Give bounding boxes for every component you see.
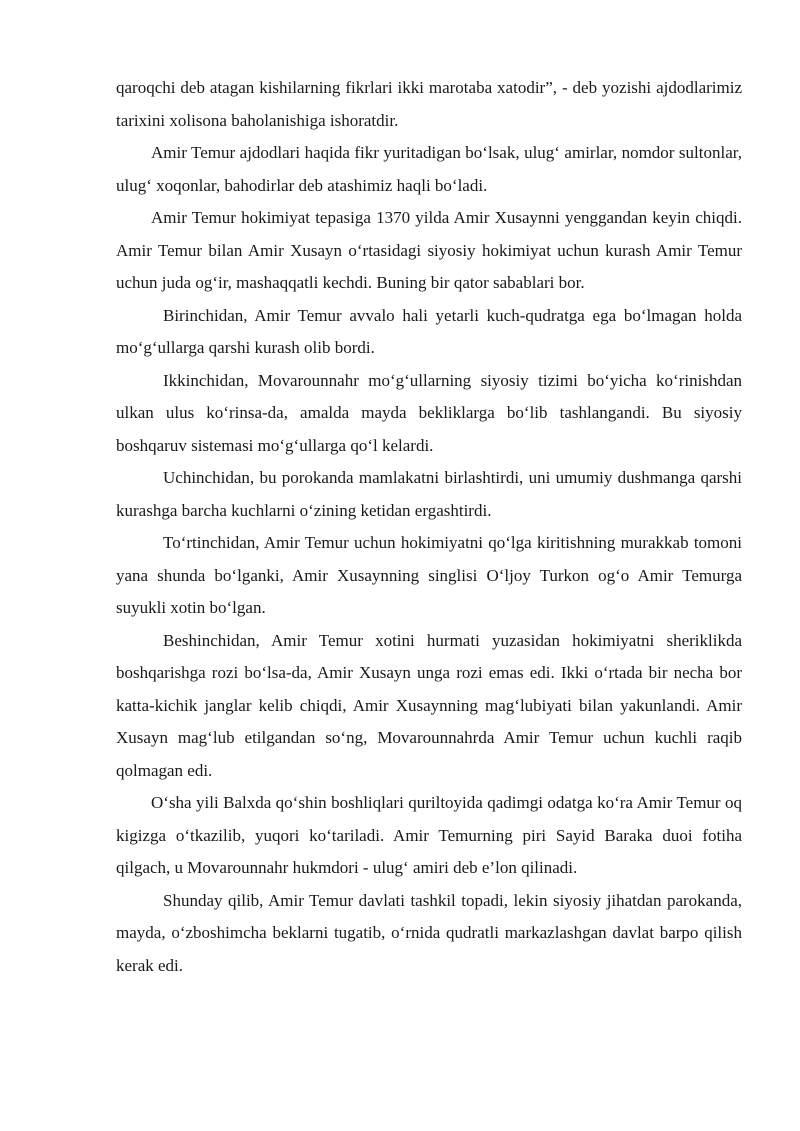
paragraph: Uchinchidan, bu porokanda mamlakatni birlashtirdi, uni umumiy dushmanga qarshi kurashga barcha kuchlarni o‘zining ketidan ergashtirdi.	[116, 468, 742, 520]
paragraph: Birinchidan, Amir Temur avvalo hali yetarli kuch-qudratga ega bo‘lmagan holda mo‘g‘ullarga qarshi kurash olib bordi.	[116, 305, 742, 357]
paragraph: Amir Temur hokimiyat tepasiga 1370 yilda Amir Xusaynni yenggandan keyin chiqdi. Amir Temur bilan Amir Xusayn o‘rtasidagi siyosiy hokimiyat uchun kurash Amir Temur uchun juda og‘ir, mashaqqatli kechdi. Buning bir qator sabablari bor.	[116, 208, 742, 292]
paragraph: Beshinchidan, Amir Temur xotini hurmati yuzasidan hokimiyatni sheriklikda boshqarishga rozi bo‘lsa-da, Amir Xusayn unga rozi emas edi. Ikki o‘rtada bir necha bor katta-kichik janglar kelib chiqdi, Amir Xusaynning mag‘lubiyati bilan yakunlandi. Amir Xusayn mag‘lub etilgandan so‘ng, Movarounnahrda Amir Temur uchun kuchli raqib qolmagan edi.	[116, 630, 742, 780]
paragraph: Shunday qilib, Amir Temur davlati tashkil topadi, lekin siyosiy jihatdan parokanda, mayda, o‘zboshimcha beklarni tugatib, o‘rnida qudratli markazlashgan davlat barpo qilish kerak edi.	[116, 890, 742, 975]
paragraph: qaroqchi deb atagan kishilarning fikrlari ikki marotaba xatodir”, - deb yozishi ajdodlarimiz tarixini xolisona baholanishiga ishoratdir.	[116, 78, 742, 130]
paragraph: Ikkinchidan, Movarounnahr mo‘g‘ullarning siyosiy tizimi bo‘yicha ko‘rinishdan ulkan ulus ko‘rinsa-da, amalda mayda bekliklarga bo‘lib tashlangandi. Bu siyosiy boshqaruv sistemasi mo‘g‘ullarga qo‘l kelardi.	[116, 370, 742, 455]
paragraph: To‘rtinchidan, Amir Temur uchun hokimiyatni qo‘lga kiritishning murakkab tomoni yana shunda bo‘lganki, Amir Xusaynning singlisi O‘ljoy Turkon og‘o Amir Temurga suyukli xotin bo‘lgan.	[116, 533, 742, 617]
paragraph: O‘sha yili Balxda qo‘shin boshliqlari quriltoyida qadimgi odatga ko‘ra Amir Temur oq kigizga o‘tkazilib, yuqori ko‘tariladi. Amir Temurning piri Sayid Baraka duoi fotiha qilgach, u Movarounnahr hukmdori - ulug‘ amiri deb e’lon qilinadi.	[116, 793, 742, 877]
paragraph: Amir Temur ajdodlari haqida fikr yuritadigan bo‘lsak, ulug‘ amirlar, nomdor sultonlar, ulug‘ xoqonlar, bahodirlar deb atashimiz haqli bo‘ladi.	[116, 143, 742, 195]
